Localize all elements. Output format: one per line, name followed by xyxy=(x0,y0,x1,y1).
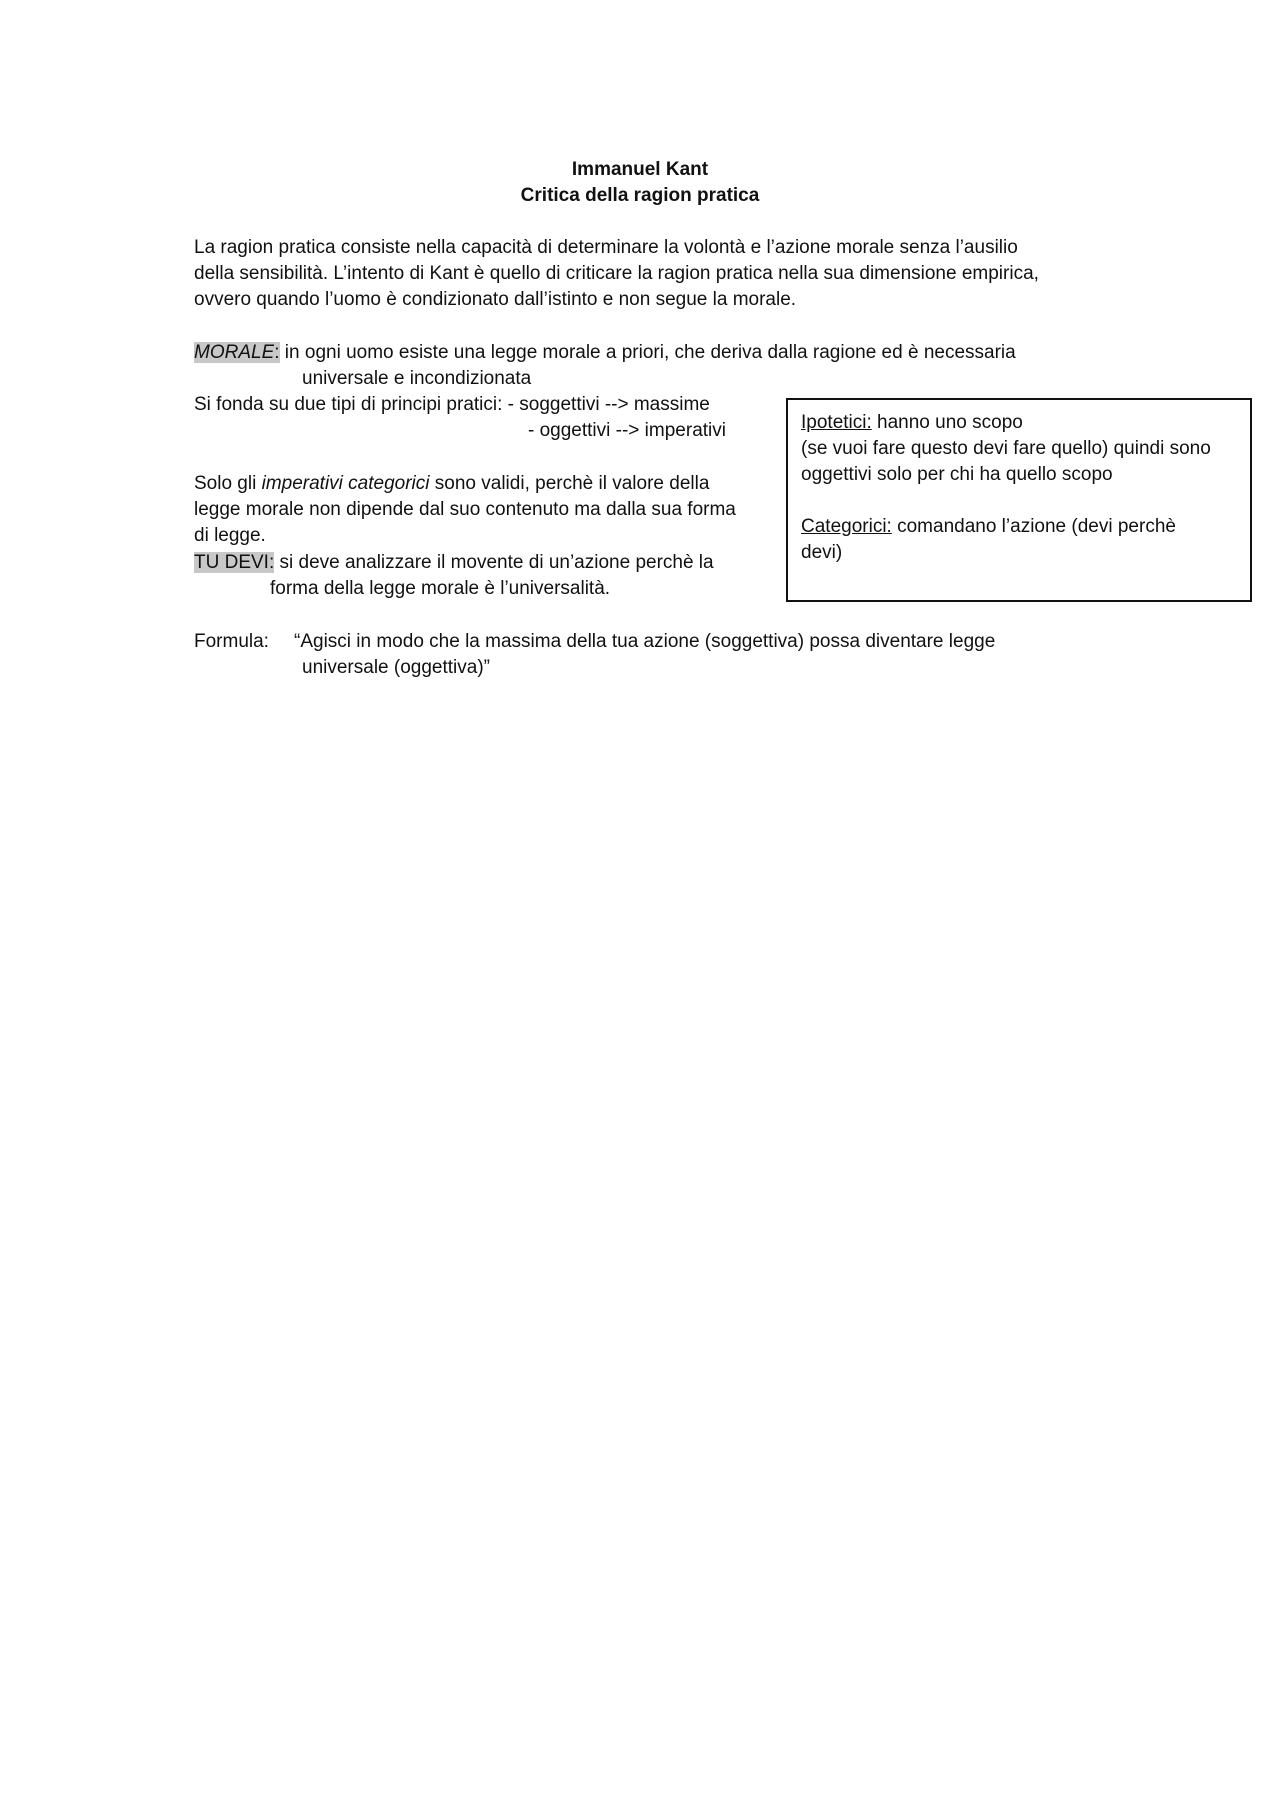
morale-label: MORALE xyxy=(194,342,275,363)
title-author: Immanuel Kant xyxy=(571,159,709,180)
principi-line-2: - oggettivi --> imperativi xyxy=(528,420,726,441)
imperativi-line-3: di legge. xyxy=(194,525,266,546)
categorici-line-2: devi) xyxy=(801,542,843,563)
ipotetici-line-3: oggettivi solo per chi ha quello scopo xyxy=(801,464,1113,485)
formula-label: Formula: xyxy=(194,631,269,652)
ipotetici-line-1 xyxy=(801,410,1023,436)
imperativi-italic: imperativi categorici xyxy=(261,473,430,494)
intro-line-2: della sensibilità. L’intento di Kant è quello di criticare la ragion pratica nella sua dimensione empirica, xyxy=(194,263,1039,284)
imperativi-line-2: legge morale non dipende dal suo contenuto ma dalla sua forma xyxy=(194,499,736,520)
intro-line-1: La ragion pratica consiste nella capacità di determinare la volontà e l’azione morale senza l’ausilio xyxy=(194,237,1018,258)
tu-devi-text: si deve analizzare il movente di un’azione perchè la xyxy=(274,552,714,573)
ipotetici-line-2: (se vuoi fare questo devi fare quello) quindi sono xyxy=(801,438,1211,459)
categorici-line-1 xyxy=(801,514,1176,540)
tu-devi-continuation: forma della legge morale è l’universalità. xyxy=(270,578,611,599)
imperativi-line-1 xyxy=(194,471,709,497)
ipotetici-text: hanno uno scopo xyxy=(871,412,1023,433)
morale-colon: : xyxy=(274,342,280,363)
formula-line-1: “Agisci in modo che la massima della tua azione (soggettiva) possa diventare legge xyxy=(294,631,996,652)
tu-devi-label: TU DEVI: xyxy=(194,552,275,573)
imperativi-post: sono validi, perchè il valore della xyxy=(429,473,710,494)
categorici-text: comandano l’azione (devi perchè xyxy=(891,516,1176,537)
categorici-label: Categorici: xyxy=(801,516,892,537)
intro-line-3: ovvero quando l’uomo è condizionato dall’istinto e non segue la morale. xyxy=(194,289,797,310)
imperativi-pre: Solo gli xyxy=(194,473,262,494)
principi-line-1: Si fonda su due tipi di principi pratici: - soggettivi --> massime xyxy=(194,394,710,415)
morale-paragraph xyxy=(194,340,1016,366)
formula-line-2: universale (oggettiva)” xyxy=(302,657,490,678)
morale-text: in ogni uomo esiste una legge morale a priori, che deriva dalla ragione ed è necessaria xyxy=(279,342,1016,363)
ipotetici-label: Ipotetici: xyxy=(801,412,872,433)
morale-continuation: universale e incondizionata xyxy=(302,368,532,389)
tu-devi-paragraph xyxy=(194,550,714,576)
title-work: Critica della ragion pratica xyxy=(520,185,760,206)
imperativi-box xyxy=(786,398,1252,602)
